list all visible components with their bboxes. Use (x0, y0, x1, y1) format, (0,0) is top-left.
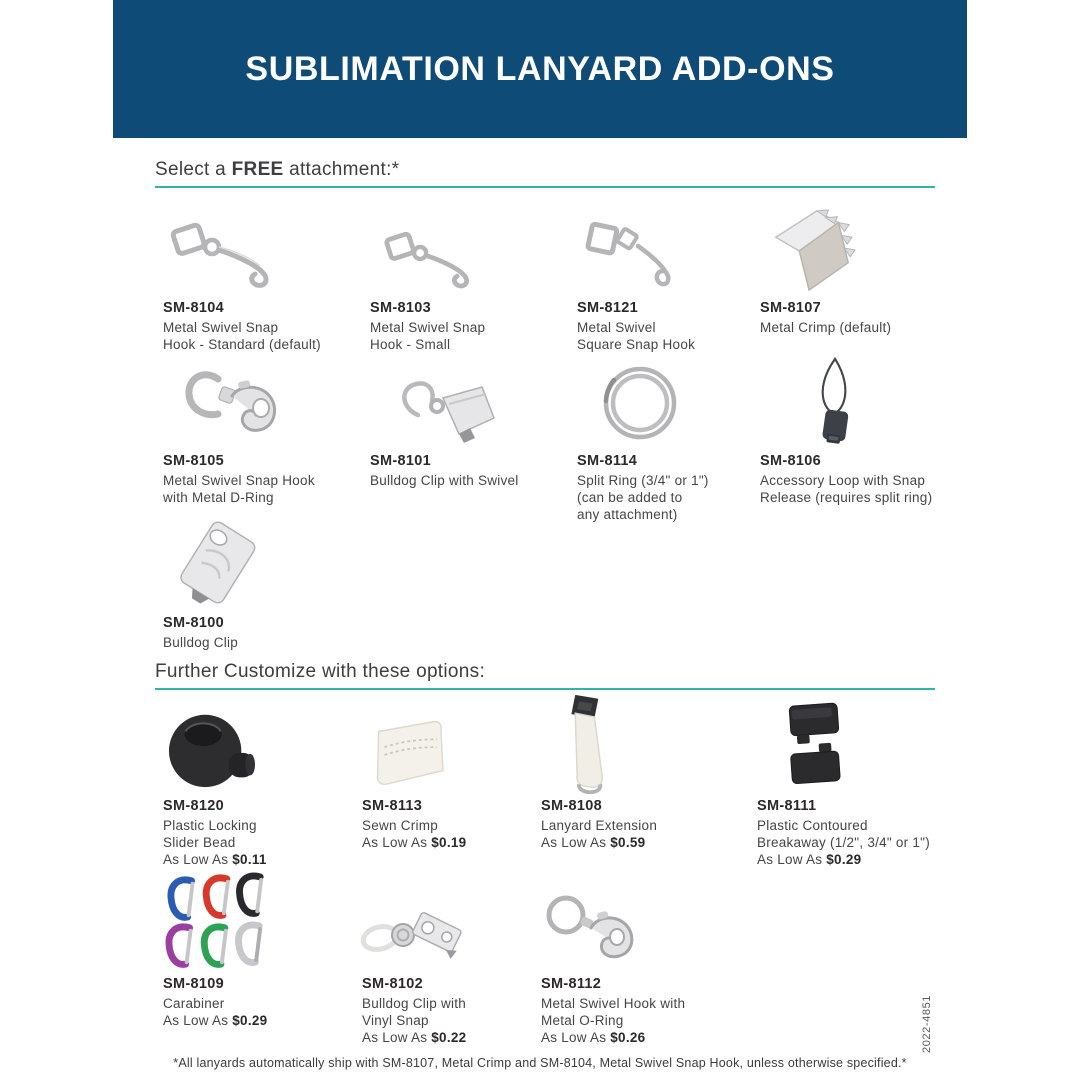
product-code: SM-8120 (163, 798, 224, 814)
product-price: As Low As $0.11 (163, 852, 267, 867)
product-description-line: Release (requires split ring) (760, 490, 933, 505)
product-photo-plastic-locking-slider-bead-icon (163, 700, 362, 792)
product-card-sm-8100 (163, 537, 370, 651)
product-card-sm-8113 (362, 700, 541, 868)
product-description-line: Plastic Locking (163, 818, 257, 833)
product-photo-bulldog-clip-icon (168, 537, 370, 609)
product-code: SM-8108 (541, 798, 602, 814)
product-photo-metal-swivel-square-snap-hook-icon (582, 202, 760, 294)
product-photo-plastic-contoured-breakaway-icon (779, 700, 935, 792)
product-description-line: Hook - Standard (default) (163, 337, 321, 352)
product-card-sm-8105 (163, 367, 370, 523)
product-photo-split-ring-icon (597, 367, 760, 447)
product-code: SM-8106 (760, 453, 821, 469)
product-description-line: Square Snap Hook (577, 337, 696, 352)
product-photo-accessory-loop-snap-release-icon (802, 367, 935, 447)
teal-divider (155, 688, 935, 690)
product-price: As Low As $0.59 (541, 835, 646, 850)
product-description-line: Carabiner (163, 996, 225, 1011)
teal-divider (155, 186, 935, 188)
product-code: SM-8113 (362, 798, 423, 814)
product-description-line: Metal Swivel Hook with (541, 996, 686, 1011)
product-card-sm-8108 (541, 700, 757, 868)
product-card-sm-8107 (760, 202, 935, 353)
product-description-line: Accessory Loop with Snap (760, 473, 926, 488)
product-photo-carabiner-set-icon (163, 882, 362, 970)
product-photo-metal-swivel-snap-hook-small-icon (378, 202, 577, 294)
product-code: SM-8101 (370, 453, 431, 469)
product-description-line: Slider Bead (163, 835, 236, 850)
product-photo-metal-crimp-icon (765, 202, 935, 294)
product-price: As Low As $0.29 (163, 1013, 268, 1028)
product-card-sm-8112 (541, 882, 757, 1046)
product-photo-bulldog-clip-vinyl-snap-icon (354, 882, 541, 970)
product-description-line: Metal Swivel Snap Hook (163, 473, 315, 488)
product-description-line: Lanyard Extension (541, 818, 658, 833)
section-heading-free-attachment: Select a FREE attachment:* (155, 159, 400, 180)
product-photo-metal-swivel-snap-hook-d-ring-icon (178, 367, 370, 447)
document-number: 2022-4851 (921, 994, 933, 1053)
product-description-line: Metal O-Ring (541, 1013, 624, 1028)
product-photo-bulldog-clip-with-swivel-icon (385, 367, 577, 447)
product-price: As Low As $0.19 (362, 835, 467, 850)
product-code: SM-8107 (760, 300, 821, 316)
product-description-line: Bulldog Clip (163, 635, 239, 650)
product-description-line: Plastic Contoured (757, 818, 868, 833)
product-code: SM-8104 (163, 300, 224, 316)
product-price: As Low As $0.26 (541, 1030, 646, 1045)
product-description-line: any attachment) (577, 507, 678, 522)
product-code: SM-8114 (577, 453, 638, 469)
product-code: SM-8121 (577, 300, 638, 316)
product-description-line: Metal Crimp (default) (760, 320, 892, 335)
product-card-sm-8111 (757, 700, 935, 868)
product-code: SM-8102 (362, 976, 423, 992)
product-price: As Low As $0.29 (757, 852, 862, 867)
product-price: As Low As $0.22 (362, 1030, 467, 1045)
product-card-sm-8101 (370, 367, 577, 523)
free-attachment-grid (163, 202, 935, 665)
product-photo-sewn-crimp-icon (354, 700, 541, 792)
product-description-line: Split Ring (3/4" or 1") (577, 473, 709, 488)
footnote: *All lanyards automatically ship with SM-8107, Metal Crimp and SM-8104, Metal Swivel Snap Hook, unless otherwise specified.* (173, 1056, 907, 1070)
product-card-sm-8104 (163, 202, 370, 353)
product-card-sm-8121 (577, 202, 760, 353)
product-description-line: Bulldog Clip with (362, 996, 467, 1011)
section-heading-further-customize: Further Customize with these options: (155, 661, 486, 682)
product-photo-metal-swivel-hook-o-ring-icon (541, 882, 757, 970)
product-card-sm-8103 (370, 202, 577, 353)
product-code: SM-8105 (163, 453, 224, 469)
product-card-sm-8109 (163, 882, 362, 1046)
product-code: SM-8100 (163, 615, 224, 631)
product-photo-metal-swivel-snap-hook-standard-icon (163, 202, 370, 294)
product-photo-lanyard-extension-icon (549, 700, 757, 792)
product-card-sm-8120 (163, 700, 362, 868)
page-title: SUBLIMATION LANYARD ADD-ONS (245, 49, 835, 88)
product-description-line: Vinyl Snap (362, 1013, 429, 1028)
product-code: SM-8111 (757, 798, 817, 814)
product-description-line: with Metal D-Ring (163, 490, 274, 505)
title-banner (113, 0, 967, 138)
product-description-line: Bulldog Clip with Swivel (370, 473, 519, 488)
product-description-line: Sewn Crimp (362, 818, 439, 833)
product-description-line: Hook - Small (370, 337, 451, 352)
product-description-line: Metal Swivel (577, 320, 656, 335)
product-card-sm-8106 (760, 367, 935, 523)
product-card-sm-8102 (362, 882, 541, 1046)
product-code: SM-8109 (163, 976, 224, 992)
product-code: SM-8112 (541, 976, 602, 992)
customize-options-grid (163, 700, 935, 1060)
product-description-line: Metal Swivel Snap (163, 320, 279, 335)
product-code: SM-8103 (370, 300, 431, 316)
product-description-line: Breakaway (1/2", 3/4" or 1") (757, 835, 930, 850)
product-description-line: Metal Swivel Snap (370, 320, 486, 335)
product-card-sm-8114 (577, 367, 760, 523)
product-description-line: (can be added to (577, 490, 683, 505)
